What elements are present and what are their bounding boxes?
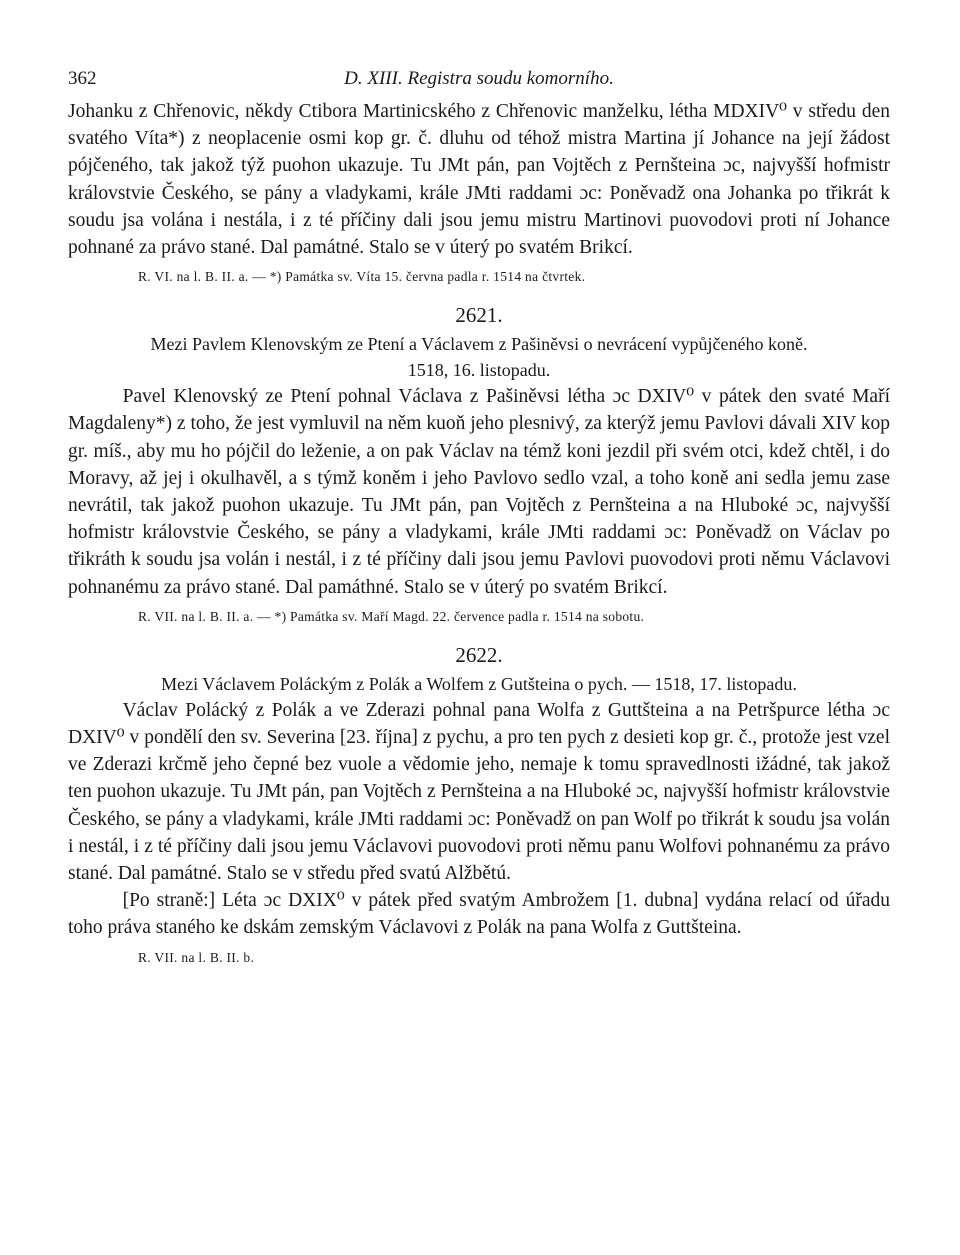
entry-summary: Mezi Pavlem Klenovským ze Ptení a Václavem z Pašiněvsi o nevrácení vypůjčeného koně. [150, 334, 808, 355]
entry-2622 [68, 641, 890, 968]
entry-number: 2622. [455, 642, 503, 667]
entry-summary: Mezi Václavem Poláckým z Polák a Wolfem z Gutšteina o pych. — 1518, 17. listopadu. [161, 673, 797, 694]
entry-2621 [68, 301, 890, 627]
intro-paragraph: Johanku z Chřenovic, někdy Ctibora Martinicského z Chřenovic manželku, létha MDXIV⁰ v středu den svatého Víta*) z neoplacenie osmi kop gr. č. dluhu od téhož mistra Martina jí Johance na její žádost pójčeného, tak jakož týž puohon ukazuje. Tu JMt pán, pan Vojtěch z Pernšteina ɔc, najvyšší hofmistr královstvie Českého, se pány a vladykami, krále JMti raddami ɔc: Poněvadž ona Johanka po třikrát k soudu jsa volána i nestála, i z té příčiny dali jsou jemu mistru Martinovi puovodovi proti ní Johance pohnané za právo stané. Dal památné. Stalo se v úterý po svatém Brikcí. [68, 101, 890, 259]
entry-number: 2621. [455, 303, 503, 328]
entry-paragraph: Václav Polácký z Polák a ve Zderazi pohnal pana Wolfa z Guttšteina a na Petršpurce létha ɔc DXIV⁰ v pondělí den sv. Severina [23. října] z pychu, a pro ten pych z desieti kop gr. č., protože jest vzel ve Zderazi krčmě jeho čepné bez vuole a vědomie jeho, nemaje k tomu spravedlnosti ižádné, tak jakož ten puohon ukazuje. Tu JMt pán, pan Vojtěch z Pernšteina a na Hluboké ɔc, najvyšší hofmistr královstvie Českého, se pány a vladykami, krále JMti raddami ɔc: Poněvadž on pan Wolf po třikrát k soudu jsa volán i nestál, i z té příčiny dali jsou jemu Václavovi puovodovi proti němu panu Wolfovi pohnanému za právo stané. Dal památné. Stalo se v středu před svatú Alžbětú. [68, 699, 890, 885]
running-title: D. XIII. Registra soudu komorního. [344, 68, 614, 89]
entry-date: 1518, 16. listopadu. [407, 360, 551, 381]
entry-side-note-paragraph: [Po straně:] Léta ɔc DXIX⁰ v pátek před svatým Ambrožem [1. dubna] vydána relací od úřadu toho práva staného ke dskám zemským Václavovi z Polák na pana Wolfa z Guttšteina. [68, 890, 890, 939]
page-number: 362 [68, 68, 97, 89]
intro-note: R. VI. na l. B. II. a. — *) Památka sv. Víta 15. června padla r. 1514 na čtvrtek. [138, 269, 586, 285]
entry-note: R. VII. na l. B. II. b. [138, 949, 255, 965]
document-page [68, 58, 890, 968]
page-header [68, 58, 890, 98]
entry-note: R. VII. na l. B. II. a. — *) Památka sv. Maří Magd. 22. července padla r. 1514 na sobotu. [138, 608, 645, 624]
entry-paragraph: Pavel Klenovský ze Ptení pohnal Václava z Pašiněvsi létha ɔc DXIV⁰ v pátek den svaté Maří Magdaleny*) z toho, že jest vymluvil na něm kuoň jeho plesnivý, za kterýž jemu Pavlovi dávali XIV kop gr. míš., aby mu ho pójčil do leženie, a on pak Václav na témž koni jezdil při svém otci, kdež chtěl, i do Moravy, až jej i okulhavěl, a s týmž koněm i jeho Pavlovo sedlo vzal, a toho koně ani sedla jemu zase nevrátil, tak jakož puohon ukazuje. Tu JMt pán, pan Vojtěch z Pernšteina a na Hluboké ɔc, najvyšší hofmistr královstvie Českého, se pány a vladykami, krále JMti raddami ɔc: Poněvadž on Václav po třikráth k soudu jsa volán i nestál, i z té příčiny dali jsou jemu Pavlovi puovodovi proti němu Václavovi pohnanému za právo stané. Dal památhné. Stalo se v úterý po svatém Brikcí. [68, 386, 890, 598]
